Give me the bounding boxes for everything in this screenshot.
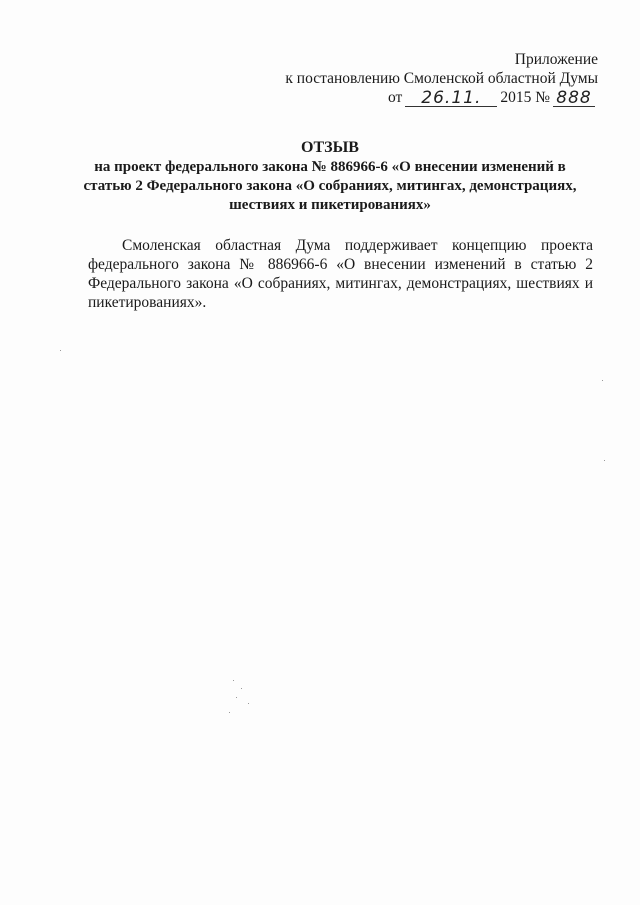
title-line-1: на проект федерального закона № 886966-6 «О внесении изменений в — [94, 159, 566, 175]
scan-speck — [229, 712, 230, 713]
handwritten-date: 26.11. — [421, 88, 482, 108]
year-and-number-label: 2015 № — [500, 89, 550, 106]
document-title — [80, 138, 580, 215]
scan-speck — [236, 697, 237, 698]
scan-speck — [604, 460, 605, 461]
appendix-label: Приложение — [514, 51, 598, 68]
date-prefix: от — [388, 89, 403, 106]
date-number-line — [388, 88, 598, 107]
number-blank — [553, 89, 595, 107]
scan-speck — [233, 680, 234, 681]
appendix-header — [285, 50, 598, 107]
title-heading: ОТЗЫВ — [301, 139, 359, 156]
title-line-3: шествиях и пикетированиях» — [229, 197, 431, 213]
title-line-2: статью 2 Федерального закона «О собраниях, митингах, демонстрациях, — [83, 178, 577, 194]
body-paragraph: Смоленская областная Дума поддерживает концепцию проекта федерального закона № 886966-6 «О внесении изменений в статью 2 Федерального закона «О собраниях, митингах, демонстрациях, шествиях и пикетированиях». — [88, 237, 593, 311]
scan-speck — [241, 688, 242, 689]
scan-speck — [248, 703, 249, 704]
scan-speck — [602, 380, 603, 381]
handwritten-number: 888 — [556, 88, 592, 108]
scan-speck — [60, 350, 61, 351]
resolution-reference: к постановлению Смоленской областной Думы — [285, 70, 598, 87]
date-blank — [405, 89, 497, 107]
